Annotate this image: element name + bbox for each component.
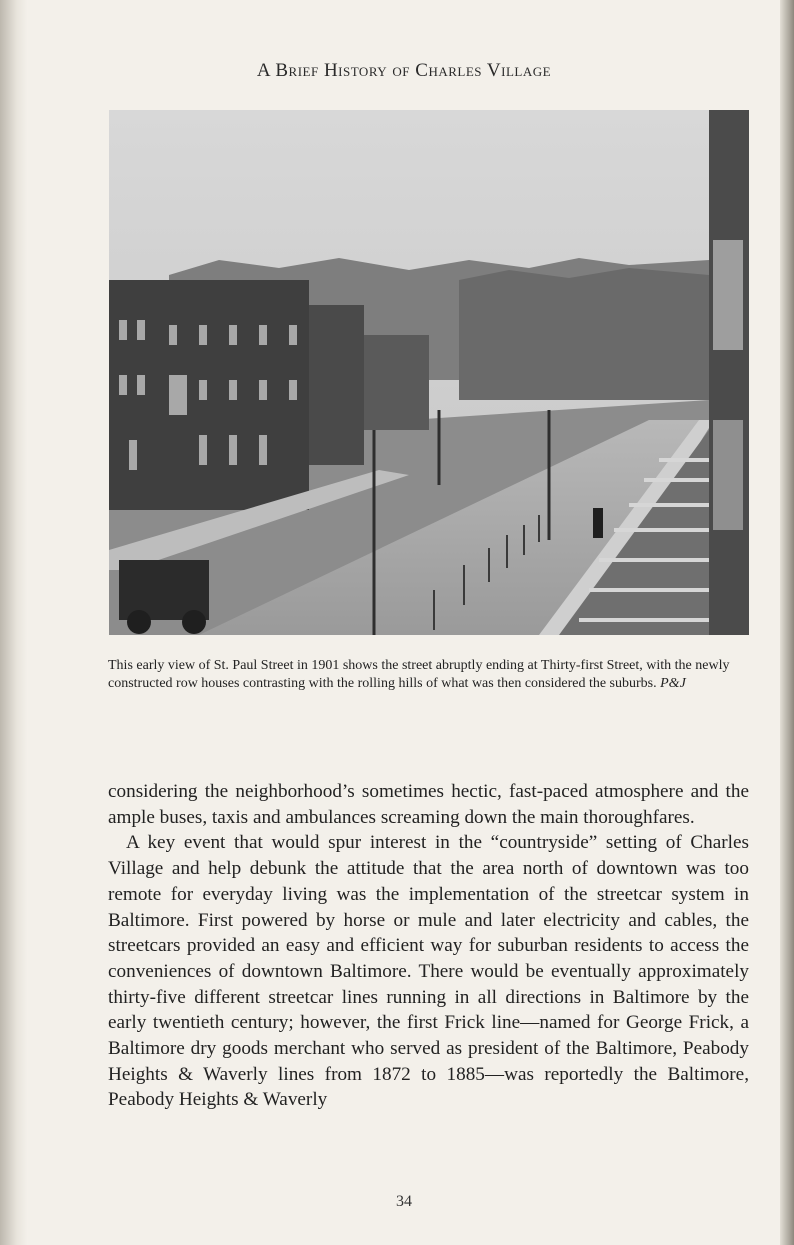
paragraph-continuation: considering the neighborhood’s sometimes hectic, fast-paced atmosphere and the ample buses, taxis and ambulances screaming down the main thoroughfares. <box>108 781 749 828</box>
page-number: 34 <box>396 1193 412 1210</box>
paragraph-streetcar: A key event that would spur interest in the “countryside” setting of Charles Village and help debunk the attitude that the area north of downtown was too remote for everyday living was the implementation of the streetcar system in Baltimore. First powered by horse or mule and later electricity and cables, the streetcars provided an easy and efficient way for suburban residents to access the conveniences of downtown Baltimore. There would be eventually approximately thirty-five different streetcar lines running in all directions in Baltimore by the early twentieth century; however, the first Frick line—named for George Frick, a Baltimore dry goods merchant who served as president of the Baltimore, Peabody Heights & Waverly lines from 1872 to 1885—was reportedly the Baltimore, Peabody Heights & Waverly <box>108 832 749 1111</box>
street-photo <box>109 110 749 635</box>
caption-text: This early view of St. Paul Street in 1901 shows the street abruptly ending at Thirty-first Street, with the newly constructed row houses contrasting with the rolling hills of what was then considered the suburbs. <box>108 658 730 691</box>
body-text <box>108 779 749 1113</box>
photo-caption <box>108 657 756 693</box>
book-page <box>28 0 780 1245</box>
page-gutter <box>0 0 28 1245</box>
running-head: A Brief History of Charles Village <box>256 60 552 81</box>
page-edge <box>780 0 794 1245</box>
photo-credit: P&J <box>660 676 686 691</box>
